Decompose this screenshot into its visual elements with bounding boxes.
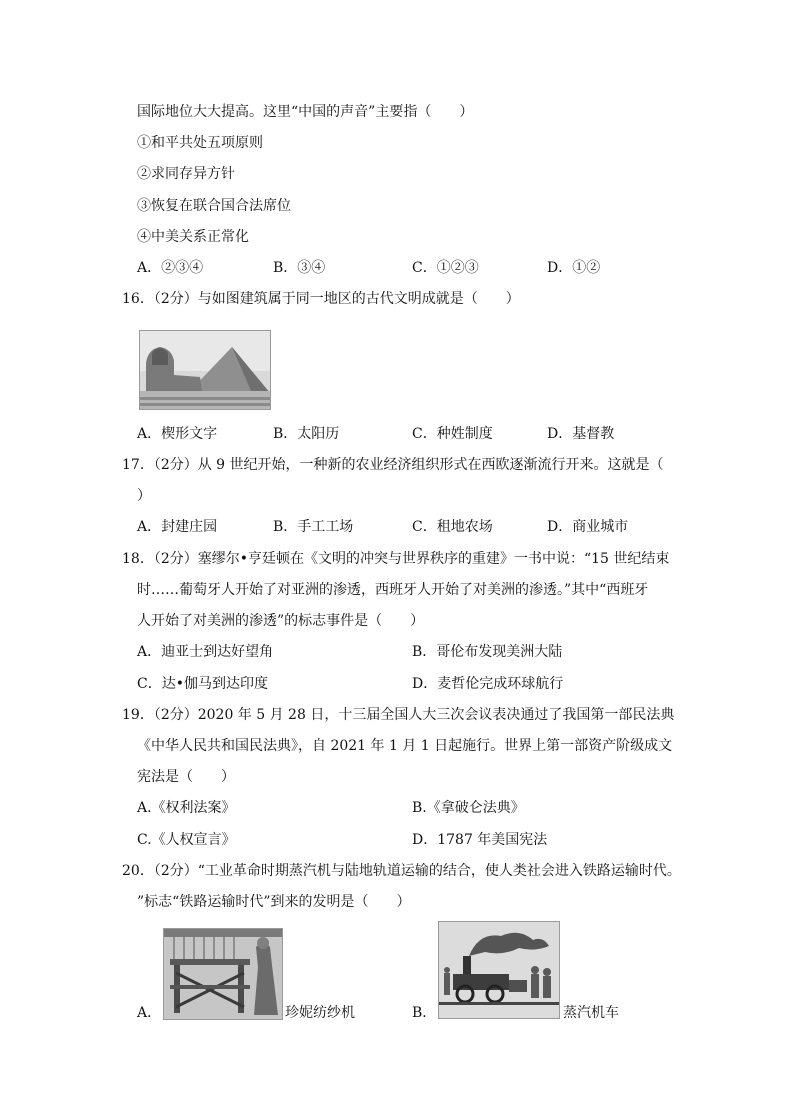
q18-option-a[interactable]: A．迪亚士到达好望角: [137, 644, 274, 660]
q15-option-b[interactable]: B．③④: [273, 260, 326, 276]
q15-option-d[interactable]: D．①②: [547, 260, 601, 276]
steam-locomotive-icon: [439, 922, 559, 1018]
q17-option-c[interactable]: C．租地农场: [412, 519, 493, 535]
q17-stem-line2: ）: [137, 488, 151, 504]
q18-stem-line3: 人开始了对美洲的渗透”的标志事件是（ ）: [137, 613, 425, 629]
q18-option-d[interactable]: D．麦哲伦完成环球航行: [412, 676, 564, 692]
q20-stem-line1: 20．（2分）“工业革命时期蒸汽机与陆地轨道运输的结合，使人类社会进入铁路运输时代。: [122, 863, 681, 879]
q18-option-b[interactable]: B．哥伦布发现美洲大陆: [412, 644, 563, 660]
q20-option-b-letter[interactable]: B．: [412, 1005, 437, 1021]
q20-option-a-letter[interactable]: A．: [137, 1005, 162, 1021]
q19-stem-line3: 宪法是（ ）: [137, 769, 235, 785]
q15-option-c[interactable]: C．①②③: [412, 260, 479, 276]
sphinx-pyramid-icon: [140, 331, 270, 409]
q15-item-2: ②求同存异方针: [137, 166, 235, 182]
q18-option-c[interactable]: C．达•伽马到达印度: [137, 676, 268, 692]
q17-option-a[interactable]: A．封建庄园: [137, 519, 218, 535]
q15-item-3: ③恢复在联合国合法席位: [137, 198, 291, 214]
q16-option-d[interactable]: D．基督教: [547, 426, 615, 442]
q15-option-a[interactable]: A．②③④: [137, 260, 204, 276]
q17-stem-line1: 17．（2分）从 9 世纪开始，一种新的农业经济组织形式在西欧逐渐流行开来。这就是（: [122, 457, 664, 473]
q19-option-d[interactable]: D．1787 年美国宪法: [412, 832, 548, 848]
q18-stem-line2: 时……葡萄牙人开始了对亚洲的渗透，西班牙人开始了对美洲的渗透。”其中“西班牙: [137, 582, 649, 598]
q19-option-c[interactable]: C.《人权宣言》: [137, 832, 236, 848]
spinning-jenny-icon: [164, 929, 282, 1019]
q19-stem-line1: 19．（2分）2020 年 5 月 28 日，十三届全国人大三次会议表决通过了我国第一部民法典: [122, 707, 675, 723]
q20-stem-line2: ”标志“铁路运输时代”到来的发明是（ ）: [137, 894, 411, 910]
q15-item-1: ①和平共处五项原则: [137, 135, 263, 151]
q20-steam-locomotive-picture: [438, 921, 560, 1019]
q16-stem: 16．（2分）与如图建筑属于同一地区的古代文明成就是（ ）: [122, 291, 520, 307]
q16-option-a[interactable]: A．楔形文字: [137, 426, 218, 442]
q20-option-a-caption[interactable]: 珍妮纺纱机: [285, 1005, 355, 1021]
q19-option-b[interactable]: B.《拿破仑法典》: [412, 800, 525, 816]
q16-option-b[interactable]: B．太阳历: [273, 426, 340, 442]
q20-spinning-jenny-picture: [163, 928, 283, 1020]
q15-item-4: ④中美关系正常化: [137, 229, 249, 245]
q17-option-b[interactable]: B．手工工场: [273, 519, 354, 535]
q19-stem-line2: 《中华人民共和国民法典》，自 2021 年 1 月 1 日起施行。世界上第一部资产阶级成文: [137, 738, 673, 754]
q16-option-c[interactable]: C．种姓制度: [412, 426, 493, 442]
q19-option-a[interactable]: A.《权利法案》: [137, 800, 236, 816]
q20-option-b-caption[interactable]: 蒸汽机车: [563, 1005, 619, 1021]
q17-option-d[interactable]: D．商业城市: [547, 519, 629, 535]
q16-sphinx-pyramid-photo: [139, 330, 271, 410]
q18-stem-line1: 18．（2分）塞缪尔•亨廷顿在《文明的冲突与世界秩序的重建》一书中说：“15 世纪结束: [122, 551, 670, 567]
q15-stem-tail: 国际地位大大提高。这里“中国的声音”主要指（ ）: [137, 104, 474, 120]
